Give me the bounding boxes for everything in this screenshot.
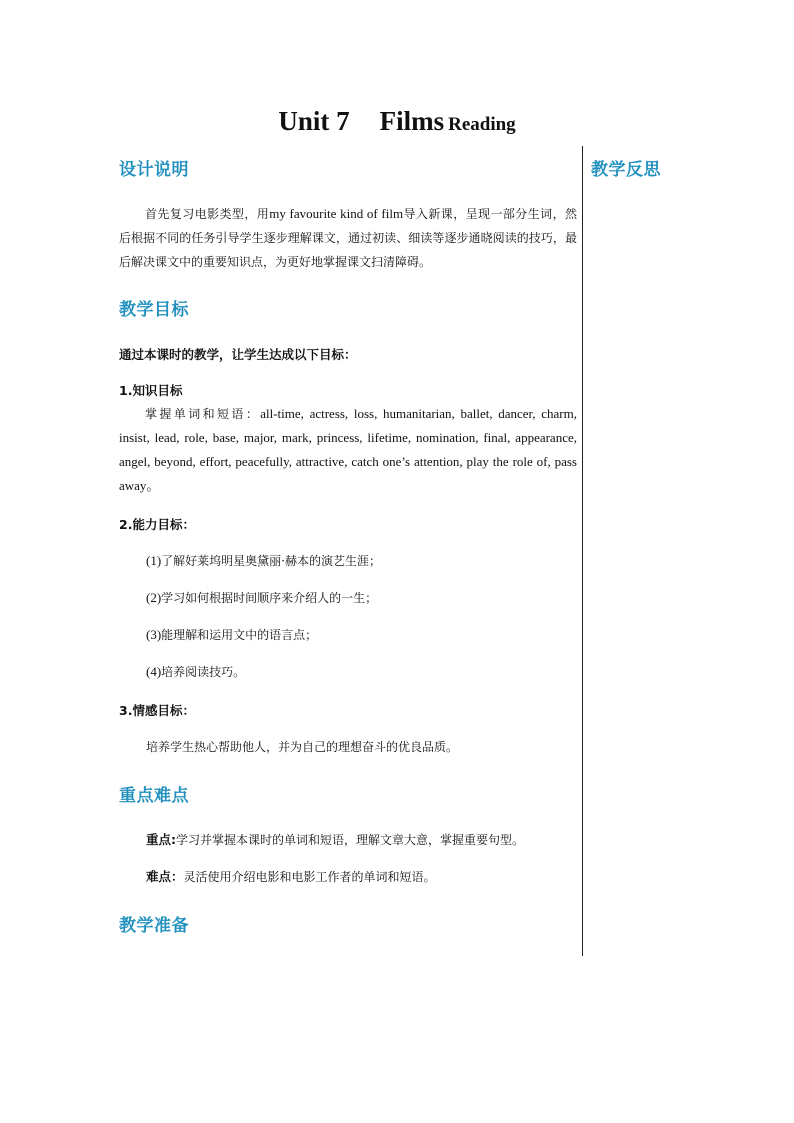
ability-label: 2.能力目标：	[119, 517, 195, 532]
title-unit: Unit 7	[278, 106, 350, 136]
reflection-heading: 教学反思	[591, 160, 661, 180]
ability-item: (3)能理解和运用文中的语言点；	[146, 627, 318, 642]
design-paragraph: 首先复习电影类型，用my favourite kind of film导入新课，呈现一部分生词，然后根据不同的任务引导学生逐步理解课文，通过初读、细读等逐步通晓阅读的技巧，最后解决课文中的重要知识点，为更好地掌握课文扫清障碍。	[119, 206, 577, 269]
knowledge-paragraph: 掌握单词和短语：all-time, actress, loss, humanitarian, ballet, dancer, charm, insist, lead, role, base, major, mark, princess, lifetime, nomination, final, appearance, angel, beyond, effort, peacefully, attractive, catch one’s attention, play the role of, pass away。	[119, 406, 577, 493]
design-heading: 设计说明	[119, 160, 189, 180]
goals-intro: 通过本课时的教学，让学生达成以下目标：	[119, 347, 357, 362]
keypoints-heading: 重点难点	[119, 786, 189, 806]
goals-heading: 教学目标	[119, 300, 189, 320]
key-point: 重点:学习并掌握本课时的单词和短语，理解文章大意，掌握重要句型。	[146, 832, 525, 847]
knowledge-label: 1.知识目标	[119, 383, 183, 398]
ability-item: (1)了解好莱坞明星奥黛丽·赫本的演艺生涯；	[146, 553, 381, 568]
column-divider	[582, 146, 583, 956]
title-reading: Reading	[448, 114, 516, 135]
ability-item: (2)学习如何根据时间顺序来介绍人的一生；	[146, 590, 378, 605]
emotion-label: 3.情感目标：	[119, 703, 195, 718]
prep-heading: 教学准备	[119, 916, 189, 936]
document-title	[0, 106, 794, 137]
emotion-text: 培养学生热心帮助他人，并为自己的理想奋斗的优良品质。	[146, 740, 459, 754]
difficult-point: 难点：灵活使用介绍电影和电影工作者的单词和短语。	[146, 869, 436, 884]
title-films: Films	[379, 106, 445, 136]
ability-item: (4)培养阅读技巧。	[146, 664, 246, 679]
